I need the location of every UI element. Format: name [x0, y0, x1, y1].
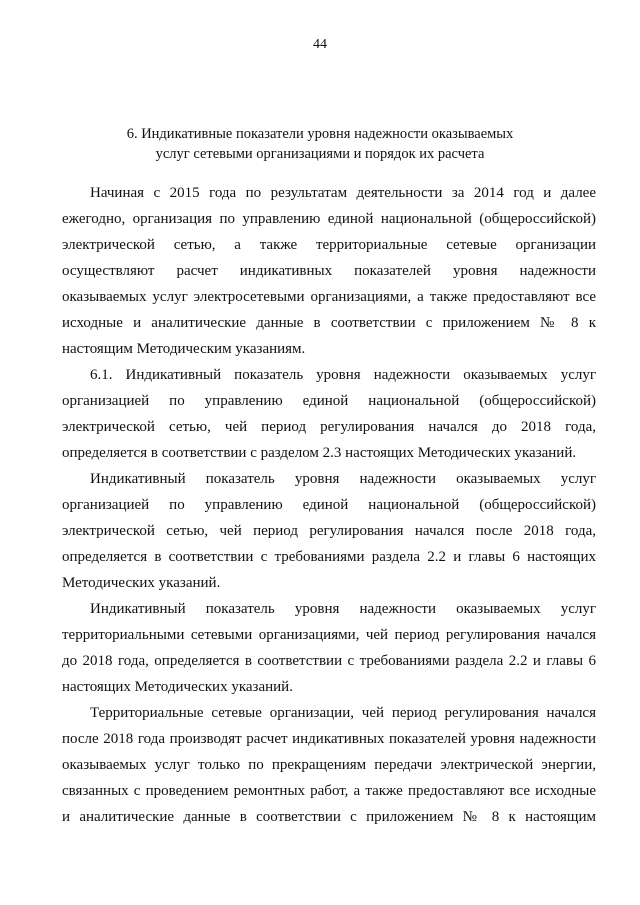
- text-line: оказываемых услуг электросетевыми организациями, а также предоставляют все: [62, 289, 596, 305]
- text-line: электрической сетью, а также территориальные сетевые организации: [62, 237, 596, 253]
- paragraph: [62, 362, 596, 466]
- text-line: исходные и аналитические данные в соответствии с приложением № 8 к: [62, 315, 596, 331]
- text-line: настоящим Методическим указаниям.: [62, 341, 306, 357]
- paragraph: [62, 180, 596, 362]
- paragraph: [62, 700, 596, 830]
- text-line: организацией по управлению единой национальной (общероссийской): [62, 393, 596, 409]
- page-number: 44: [313, 37, 327, 52]
- text-line: электрической сетью, чей период регулирования начался до 2018 года,: [62, 419, 596, 435]
- text-line: организацией по управлению единой национальной (общероссийской): [62, 497, 596, 513]
- text-line: Территориальные сетевые организации, чей период регулирования начался: [90, 705, 596, 721]
- text-line: ежегодно, организация по управлению единой национальной (общероссийской): [62, 211, 596, 227]
- text-line: определяется в соответствии с требованиями раздела 2.2 и главы 6 настоящих: [62, 549, 596, 565]
- text-line: Методических указаний.: [62, 575, 221, 591]
- text-line: и аналитические данные в соответствии с приложением № 8 к настоящим: [62, 809, 596, 825]
- text-line: после 2018 года производят расчет индикативных показателей уровня надежности: [62, 731, 596, 747]
- text-line: 6.1. Индикативный показатель уровня надежности оказываемых услуг: [90, 367, 596, 383]
- text-line: осуществляют расчет индикативных показателей уровня надежности: [62, 263, 596, 279]
- text-line: до 2018 года, определяется в соответствии с требованиями раздела 2.2 и главы 6: [62, 653, 596, 669]
- text-line: связанных с проведением ремонтных работ, а также предоставляют все исходные: [62, 783, 596, 799]
- text-line: настоящих Методических указаний.: [62, 679, 293, 695]
- body-text: [62, 180, 596, 830]
- section-title: [60, 124, 580, 164]
- text-line: Начиная с 2015 года по результатам деятельности за 2014 год и далее: [90, 185, 596, 201]
- text-line: определяется в соответствии с разделом 2.3 настоящих Методических указаний.: [62, 445, 577, 461]
- text-line: Индикативный показатель уровня надежности оказываемых услуг: [90, 601, 596, 617]
- paragraph: [62, 596, 596, 700]
- text-line: Индикативный показатель уровня надежности оказываемых услуг: [90, 471, 596, 487]
- section-title-line: услуг сетевыми организациями и порядок их расчета: [155, 146, 485, 162]
- section-title-line: 6. Индикативные показатели уровня надежности оказываемых: [126, 126, 514, 142]
- paragraph: [62, 466, 596, 596]
- text-line: оказываемых услуг только по прекращениям передачи электрической энергии,: [62, 757, 596, 773]
- text-line: территориальными сетевыми организациями, чей период регулирования начался: [62, 627, 596, 643]
- text-line: электрической сетью, чей период регулирования начался после 2018 года,: [62, 523, 596, 539]
